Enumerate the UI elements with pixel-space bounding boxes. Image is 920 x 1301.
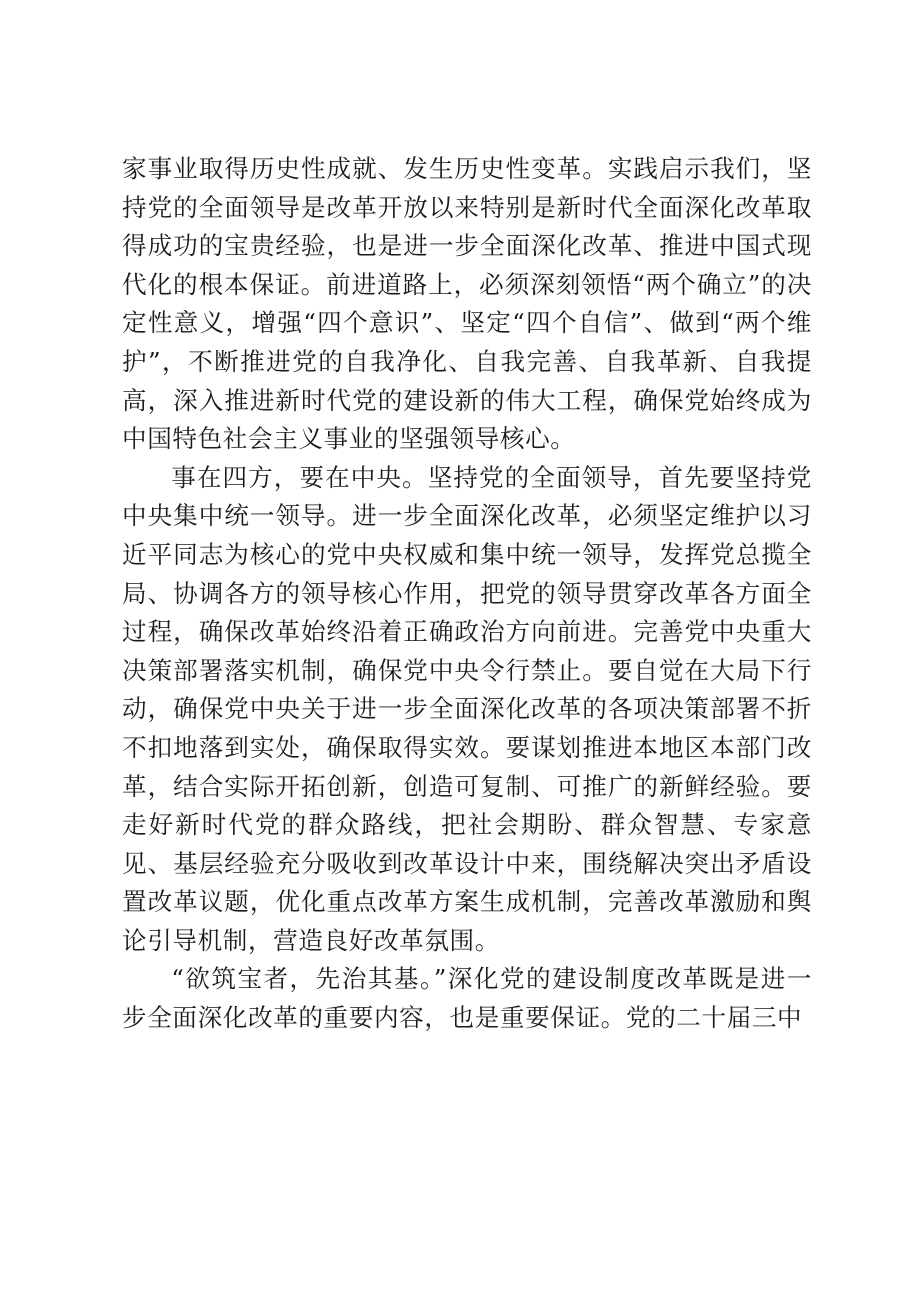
paragraph-2: 事在四方，要在中央。坚持党的全面领导，首先要坚持党中央集中统一领导。进一步全面深化改革，必须坚定维护以习近平同志为核心的党中央权威和集中统一领导，发挥党总揽全局、协调各方的领导核心作用，把党的领导贯穿改革各方面全过程，确保改革始终沿着正确政治方向前进。完善党中央重大决策部署落实机制，确保党中央令行禁止。要自觉在大局下行动，确保党中央关于进一步全面深化改革的各项决策部署不折不扣地落到实处，确保取得实效。要谋划推进本地区本部门改革，结合实际开拓创新，创造可复制、可推广的新鲜经验。要走好新时代党的群众路线，把社会期盼、群众智慧、专家意见、基层经验充分吸收到改革设计中来，围绕解决突出矛盾设置改革议题，优化重点改革方案生成机制，完善改革激励和舆论引导机制，营造良好改革氛围。: [122, 462, 812, 955]
paragraph-3: “欲筑宝者，先治其基。”深化党的建设制度改革既是进一步全面深化改革的重要内容，也是重要保证。党的二十届三中: [122, 964, 812, 1033]
document-body: [122, 150, 812, 1038]
paragraph-1: 家事业取得历史性成就、发生历史性变革。实践启示我们，坚持党的全面领导是改革开放以来特别是新时代全面深化改革取得成功的宝贵经验，也是进一步全面深化改革、推进中国式现代化的根本保证。前进道路上，必须深刻领悟“两个确立”的决定性意义，增强“四个意识”、坚定“四个自信”、做到“两个维护”，不断推进党的自我净化、自我完善、自我革新、自我提高，深入推进新时代党的建设新的伟大工程，确保党始终成为中国特色社会主义事业的坚强领导核心。: [122, 154, 812, 454]
